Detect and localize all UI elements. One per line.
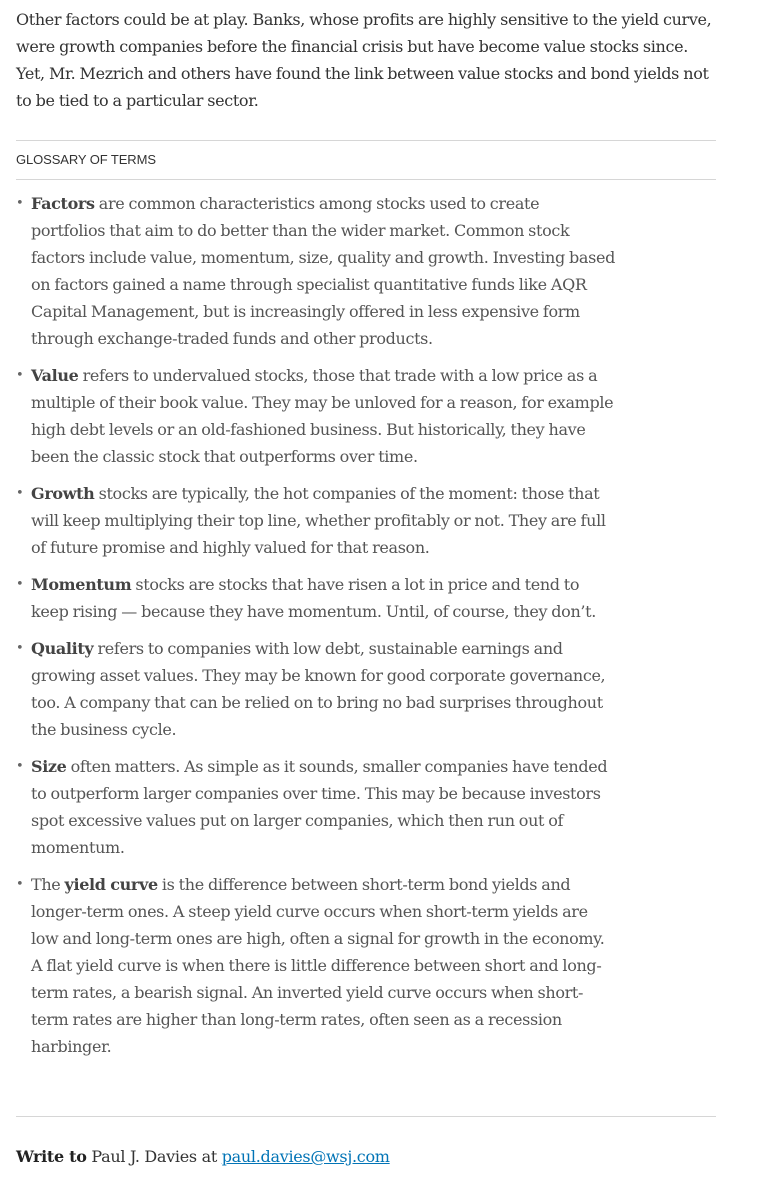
bullet-icon: • [16,368,24,383]
term-name: yield curve [64,875,158,894]
bullet-icon: • [16,577,24,592]
bullet-icon: • [16,759,24,774]
term-definition: often matters. As simple as it sounds, smaller companies have tended to outperform larger companies over time. This may be because investors spot excessive values put on larger companies, which then run out of momentum. [31,757,608,857]
glossary-item-factors [16,190,616,352]
term-prefix: The [31,875,65,894]
glossary-item-size [16,753,616,861]
bullet-icon: • [16,196,24,211]
term-definition: refers to companies with low debt, sustainable earnings and growing asset values. They may be known for good corporate governance, too. A company that can be relied on to bring no bad surprises throughout the business cycle. [31,639,606,739]
term-definition: stocks are typically, the hot companies of the moment: those that will keep multiplying their top line, whether profitably or not. They are full of future promise and highly valued for that reason. [31,484,606,557]
bullet-icon: • [16,641,24,656]
write-to-label: Write to [16,1147,87,1166]
term-name: Quality [31,639,94,658]
glossary-item-quality [16,635,616,743]
glossary-item-yield-curve [16,871,616,1060]
term-definition: is the difference between short-term bond yields and longer-term ones. A steep yield curve occurs when short-term yields are low and long-term ones are high, often a signal for growth in the economy. A flat yield curve is when there is little difference between short and long-term rates, a bearish signal. An inverted yield curve occurs when short-term rates are higher than long-term rates, often seen as a recession harbinger. [31,875,605,1056]
glossary-item-growth [16,480,616,561]
term-name: Size [31,757,67,776]
bullet-icon: • [16,877,24,892]
term-name: Momentum [31,575,132,594]
author-name: Paul J. Davies at [86,1147,222,1166]
term-name: Factors [31,194,95,213]
glossary-heading: GLOSSARY OF TERMS [16,141,716,180]
glossary-list [16,190,616,1060]
term-definition: are common characteristics among stocks used to create portfolios that aim to do better than the wider market. Common stock factors include value, momentum, size, quality and growth. Investing based on factors gained a name through specialist quantitative funds like AQR Capital Management, but is increasingly offered in less expensive form through exchange-traded funds and other products. [31,194,615,348]
glossary-section [16,140,716,1060]
glossary-item-momentum [16,571,616,625]
term-name: Growth [31,484,95,503]
term-name: Value [31,366,79,385]
bullet-icon: • [16,486,24,501]
article-body [16,6,716,1070]
term-definition: stocks are stocks that have risen a lot in price and tend to keep rising — because they have momentum. Until, of course, they don’t. [31,575,596,621]
author-email-link[interactable]: paul.davies@wsj.com [221,1147,390,1166]
term-definition: refers to undervalued stocks, those that trade with a low price as a multiple of their book value. They may be unloved for a reason, for example high debt levels or an old-fashioned business. But historically, they have been the classic stock that outperforms over time. [31,366,614,466]
footer-divider [16,1116,716,1117]
glossary-item-value [16,362,616,470]
intro-paragraph: Other factors could be at play. Banks, whose profits are highly sensitive to the yield curve, were growth companies before the financial crisis but have become value stocks since. Yet, Mr. Mezrich and others have found the link between value stocks and bond yields not to be tied to a particular sector. [16,10,712,110]
author-contact [16,1143,390,1170]
